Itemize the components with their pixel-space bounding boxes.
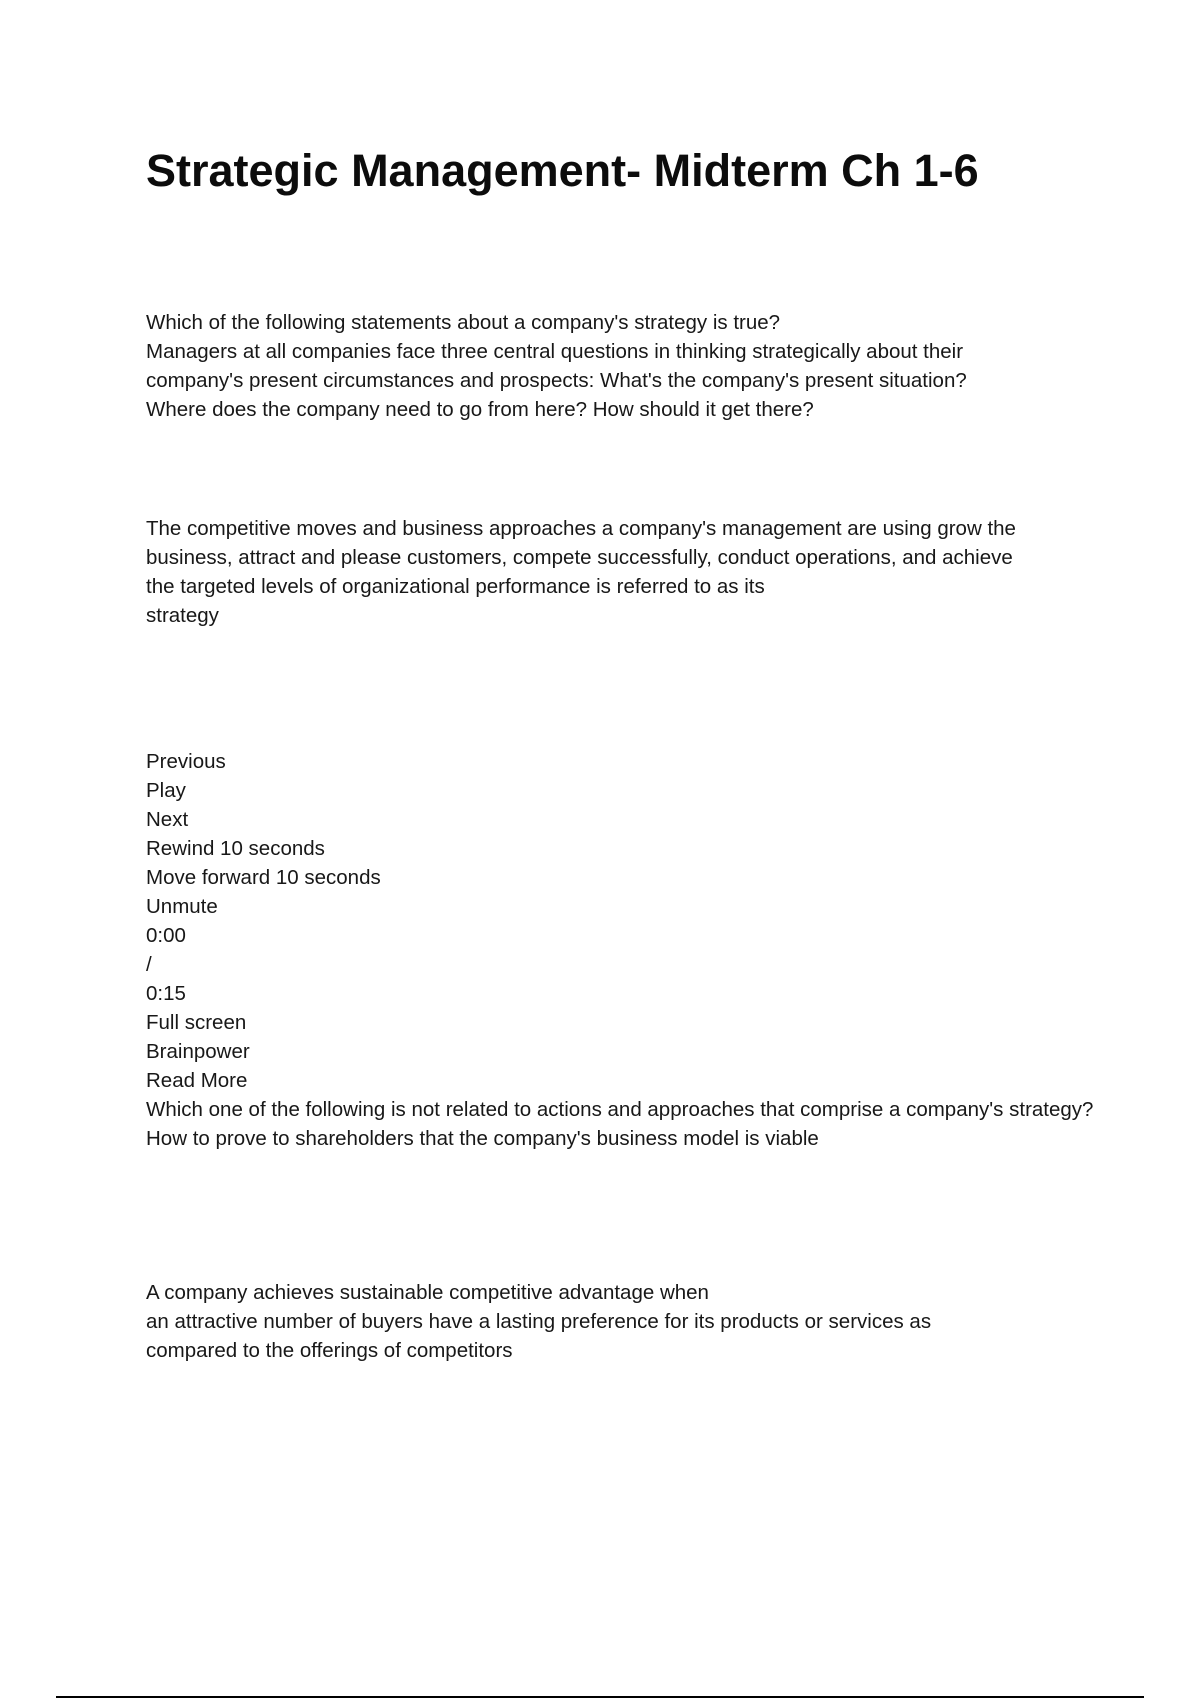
question-line: the targeted levels of organizational performance is referred to as its (146, 575, 765, 598)
answer-line: compared to the offerings of competitors (146, 1339, 513, 1362)
answer-line: Where does the company need to go from here? How should it get there? (146, 398, 814, 421)
unmute-button[interactable]: Unmute (146, 895, 218, 918)
question-line: The competitive moves and business approaches a company's management are using grow the (146, 517, 1016, 540)
flashcard-4 (146, 1278, 1106, 1365)
fullscreen-button[interactable]: Full screen (146, 1011, 247, 1034)
previous-button[interactable]: Previous (146, 750, 226, 773)
answer-line: Managers at all companies face three central questions in thinking strategically about their (146, 340, 964, 363)
page-bottom-divider (56, 1696, 1144, 1698)
answer-text: How to prove to shareholders that the company's business model is viable (146, 1127, 819, 1150)
question-text: A company achieves sustainable competitive advantage when (146, 1281, 709, 1304)
current-time: 0:00 (146, 924, 186, 947)
forward-button[interactable]: Move forward 10 seconds (146, 866, 381, 889)
brand-label: Brainpower (146, 1040, 250, 1063)
read-more-link[interactable]: Read More (146, 1069, 248, 1092)
page-title: Strategic Management- Midterm Ch 1-6 (146, 145, 979, 196)
answer-line: company's present circumstances and prospects: What's the company's present situation? (146, 369, 967, 392)
answer-text: strategy (146, 604, 219, 627)
duration: 0:15 (146, 982, 186, 1005)
flashcard-2 (146, 514, 1106, 630)
question-text: Which one of the following is not related to actions and approaches that comprise a company's strategy? (146, 1098, 1094, 1121)
play-button[interactable]: Play (146, 779, 186, 802)
answer-line: an attractive number of buyers have a lasting preference for its products or services as (146, 1310, 932, 1333)
time-separator: / (146, 953, 152, 976)
media-player-text (146, 747, 1106, 1153)
next-button[interactable]: Next (146, 808, 189, 831)
flashcard-1 (146, 308, 1106, 424)
question-line: business, attract and please customers, compete successfully, conduct operations, and achieve (146, 546, 1013, 569)
question-text: Which of the following statements about a company's strategy is true? (146, 311, 781, 334)
rewind-button[interactable]: Rewind 10 seconds (146, 837, 325, 860)
